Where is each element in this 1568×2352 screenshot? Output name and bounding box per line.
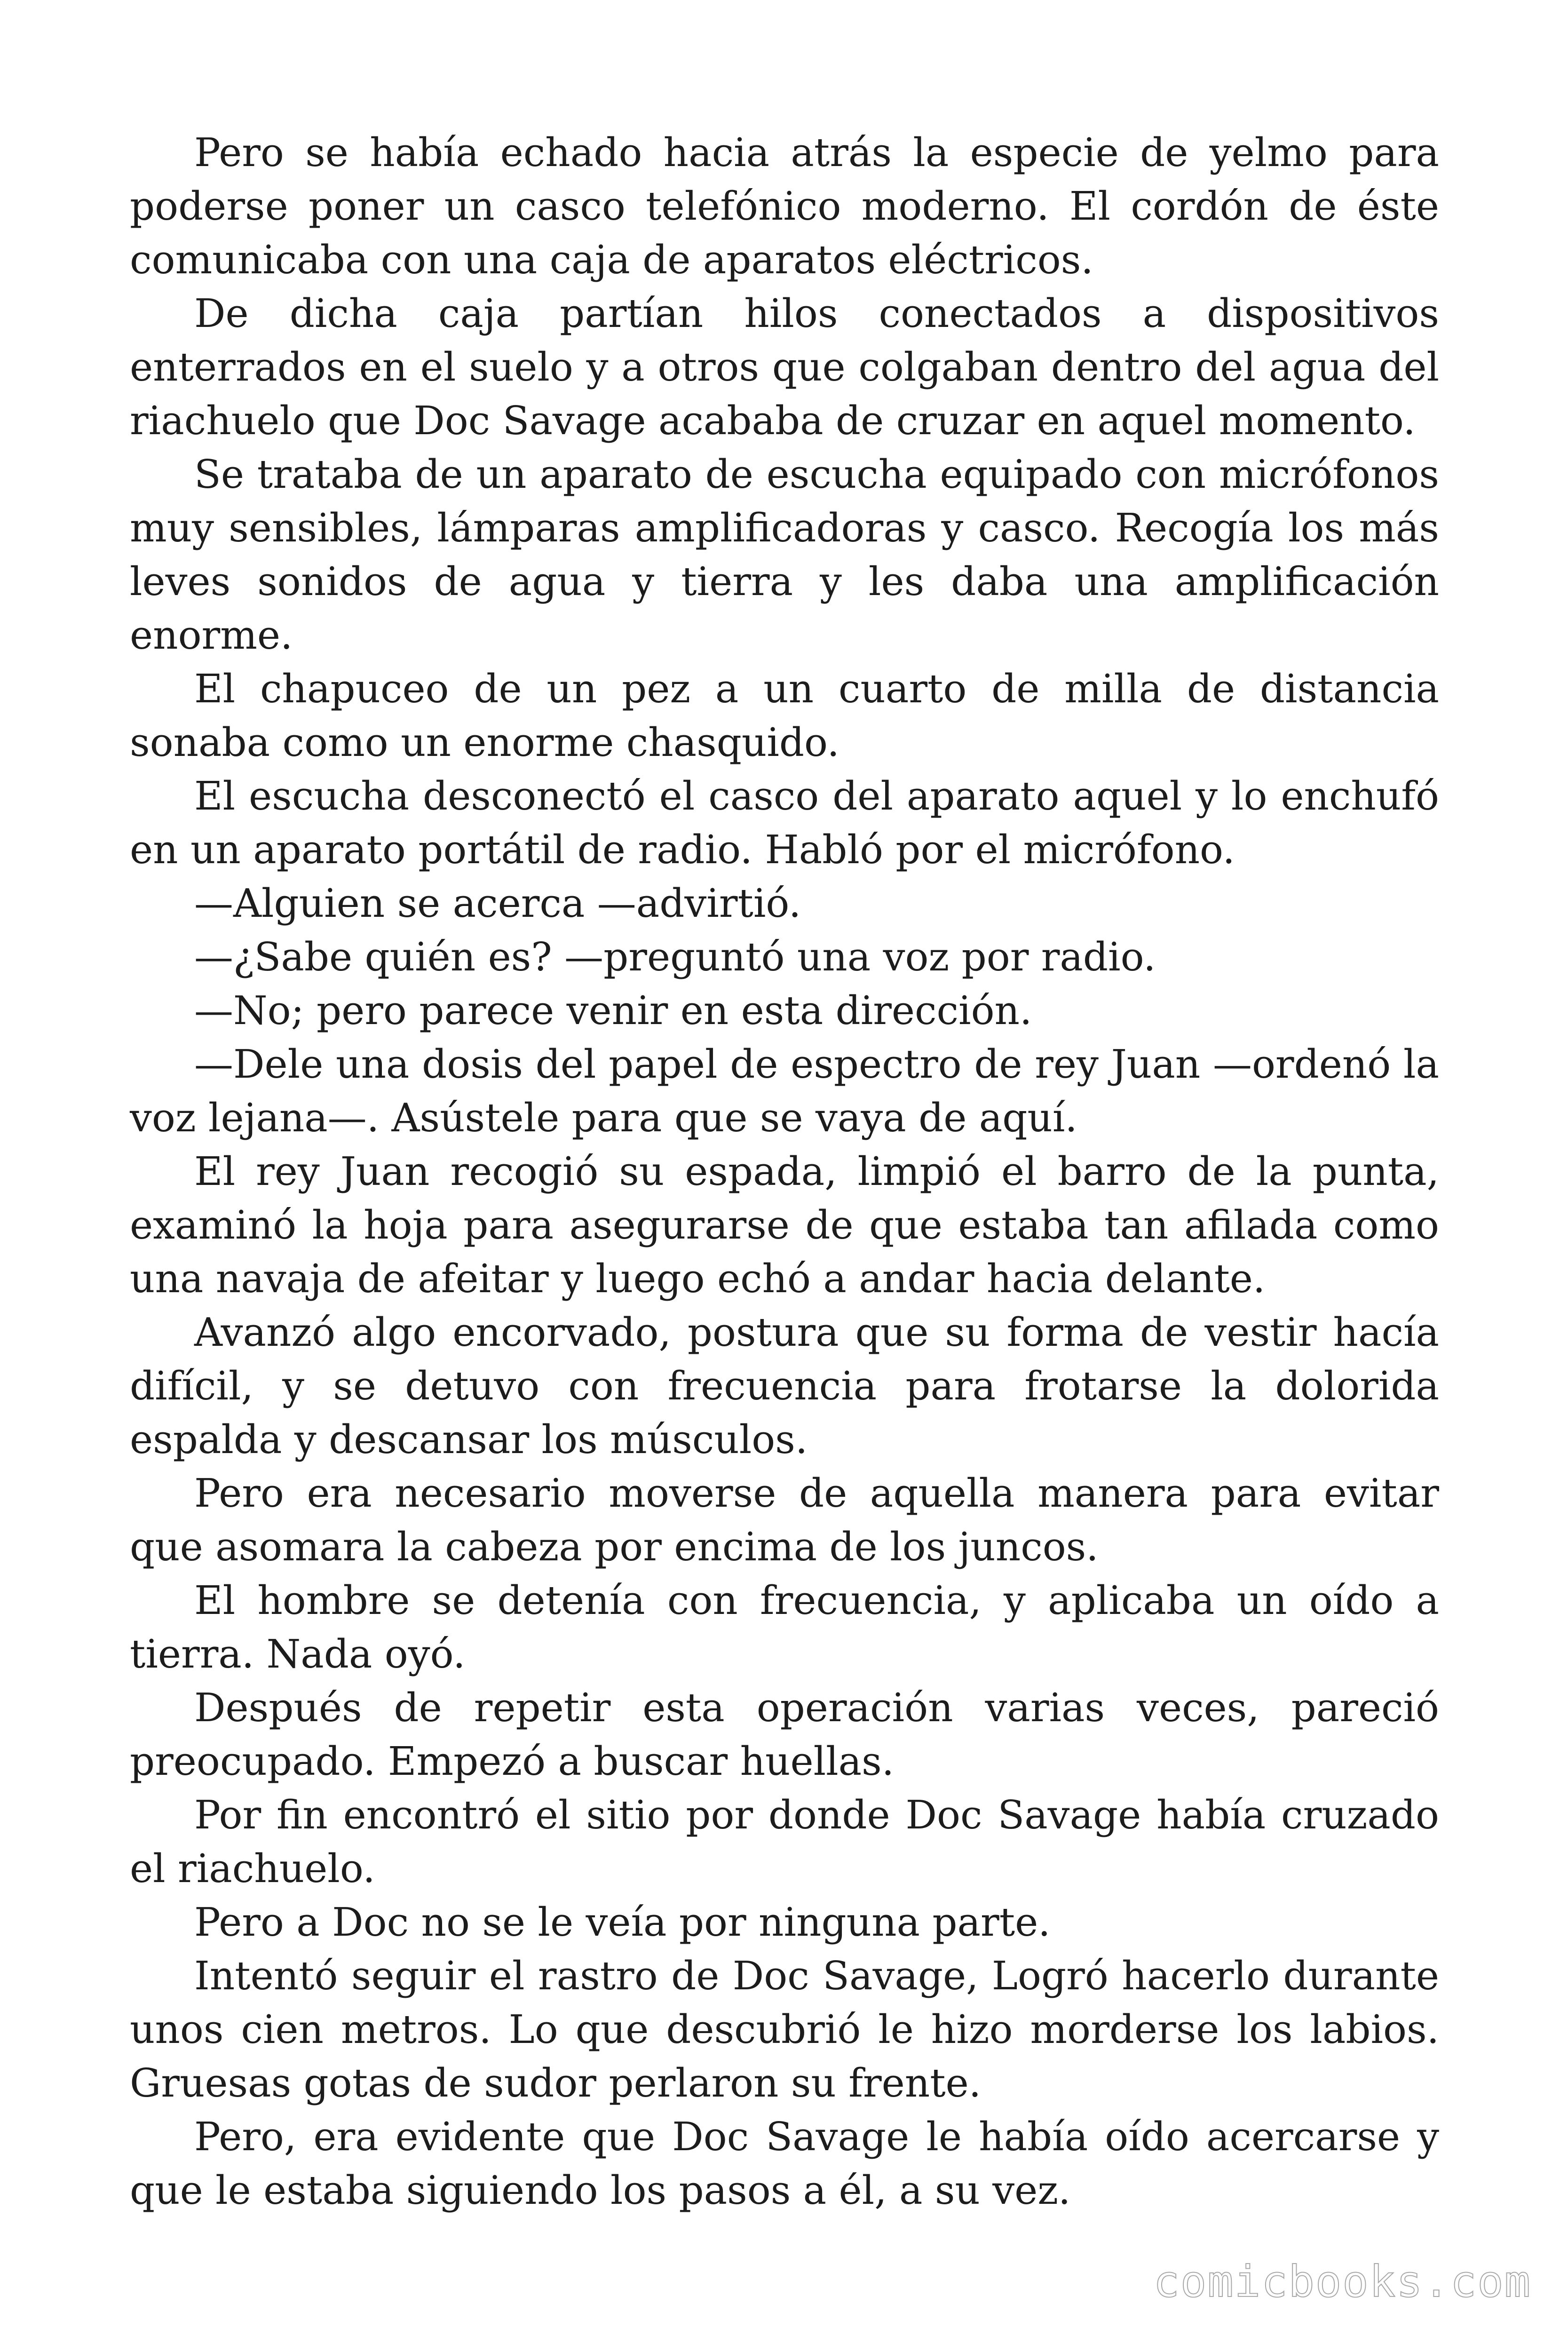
paragraph: Pero, era evidente que Doc Savage le había oído acercarse y que le estaba siguiendo los pasos a él, a su vez. — [130, 2114, 1439, 2213]
paragraph: Pero a Doc no se le veía por ninguna parte. — [194, 1899, 1051, 1945]
paragraph: Intentó seguir el rastro de Doc Savage, Logró hacerlo durante unos cien metros. Lo que descubrió le hizo morderse los labios. Gruesas gotas de sudor perlaron su frente. — [130, 1953, 1439, 2106]
page-body — [130, 126, 1439, 2217]
paragraph: El escucha desconectó el casco del aparato aquel y lo enchufó en un aparato portátil de radio. Habló por el micrófono. — [130, 773, 1439, 873]
paragraph: El hombre se detenía con frecuencia, y aplicaba un oído a tierra. Nada oyó. — [130, 1578, 1439, 1677]
paragraph: El chapuceo de un pez a un cuarto de milla de distancia sonaba como un enorme chasquido. — [130, 666, 1439, 765]
paragraph: De dicha caja partían hilos conectados a dispositivos enterrados en el suelo y a otros que colgaban dentro del agua del riachuelo que Doc Savage acababa de cruzar en aquel momento. — [130, 291, 1439, 444]
dialogue-line: —Alguien se acerca —advirtió. — [194, 881, 801, 926]
paragraph: Pero era necesario moverse de aquella manera para evitar que asomara la cabeza por encima de los juncos. — [130, 1470, 1439, 1570]
watermark: comicbooks.com — [1153, 2257, 1531, 2307]
dialogue-line: —Dele una dosis del papel de espectro de rey Juan —ordenó la voz lejana—. Asústele para que se vaya de aquí. — [130, 1041, 1439, 1141]
paragraph: Por fin encontró el sitio por donde Doc Savage había cruzado el riachuelo. — [130, 1792, 1439, 1891]
paragraph: Avanzó algo encorvado, postura que su forma de vestir hacía difícil, y se detuvo con frecuencia para frotarse la dolorida espalda y descansar los músculos. — [130, 1310, 1439, 1462]
paragraph: Se trataba de un aparato de escucha equipado con micrófonos muy sensibles, lámparas amplificadoras y casco. Recogía los más leves sonidos de agua y tierra y les daba una amplificación enorme. — [130, 452, 1439, 658]
dialogue-line: —No; pero parece venir en esta dirección. — [194, 988, 1032, 1033]
dialogue-line: —¿Sabe quién es? —preguntó una voz por radio. — [194, 934, 1156, 980]
paragraph: El rey Juan recogió su espada, limpió el barro de la punta, examinó la hoja para asegurarse de que estaba tan afilada como una navaja de afeitar y luego echó a andar hacia delante. — [130, 1149, 1439, 1302]
paragraph: Después de repetir esta operación varias veces, pareció preocupado. Empezó a buscar huellas. — [130, 1685, 1439, 1784]
paragraph: Pero se había echado hacia atrás la especie de yelmo para poderse poner un casco telefónico moderno. El cordón de éste comunicaba con una caja de aparatos eléctricos. — [130, 130, 1439, 283]
